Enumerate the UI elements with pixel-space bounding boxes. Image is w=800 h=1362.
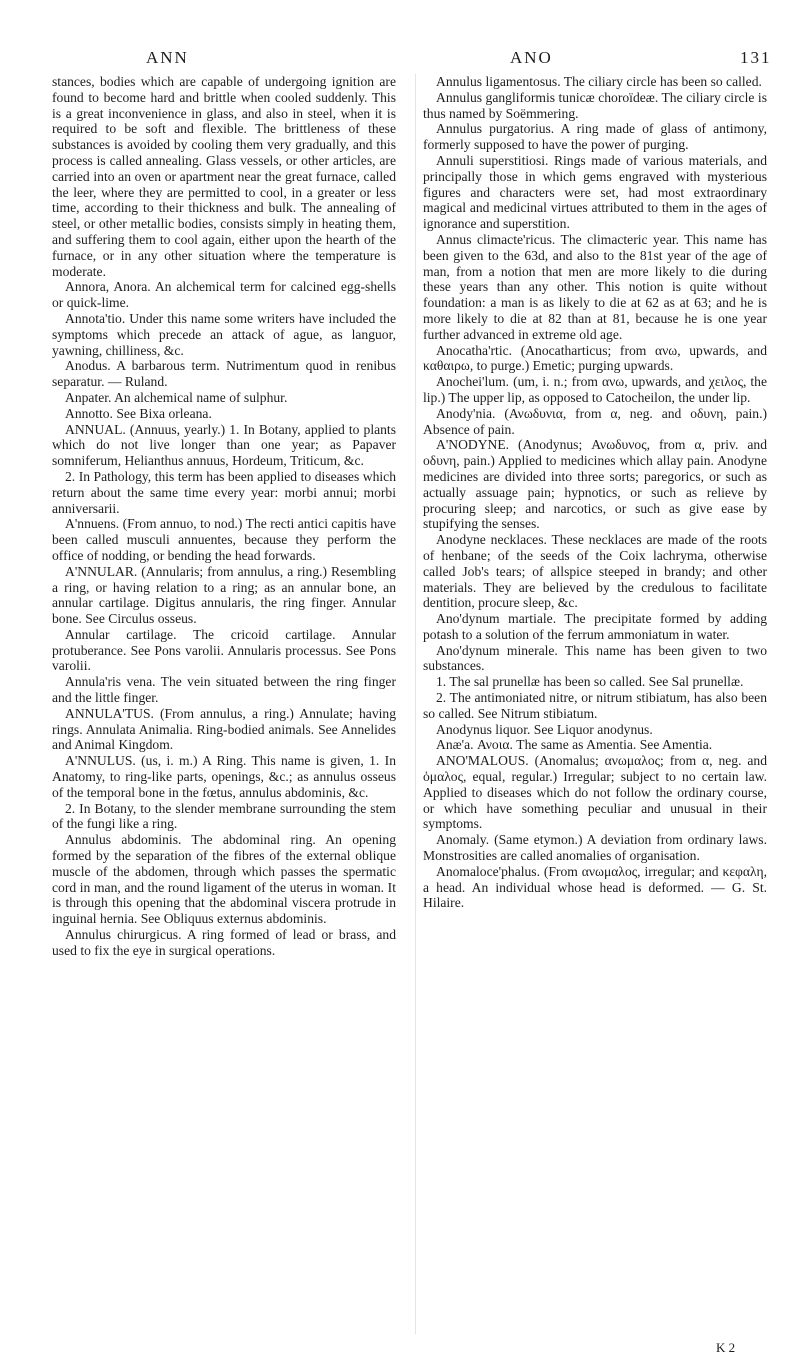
entry: Anpater. An alchemical name of sulphur. <box>65 389 288 405</box>
entry: Anomaly. (Same etymon.) A deviation from ordinary laws. Monstrosities are called anomalies of organisation. <box>423 832 767 864</box>
entry: ANO'MALOUS. (Anomalus; ανωμαλος; from α, neg. and ὁμαλος, equal, regular.) Irregular; subject to no certain law. Applied to diseases which do not follow the ordinary course, or which have something peculiar and unusual in their symptoms. <box>423 753 767 832</box>
entry: Annotto. See Bixa orleana. <box>65 405 212 421</box>
right-column <box>423 74 767 911</box>
entry: Anocatha'rtic. (Anocatharticus; from ανω, upwards, and καθαιρω, to purge.) Emetic; purging upwards. <box>423 342 767 374</box>
entry: Anody'nia. (Ανωδυνια, from α, neg. and οδυνη, pain.) Absence of pain. <box>423 405 767 437</box>
entry: Annula'ris vena. The vein situated between the ring finger and the little finger. <box>52 674 396 706</box>
entry: Annulus abdominis. The abdominal ring. An opening formed by the separation of the fibres of the external oblique muscle of the abdomen, through which passes the spermatic cord in man, and the round ligament of the uterus in woman. It is through this opening that the abdominal viscera protrude in inguinal hernia. See Obliquus externus abdominis. <box>52 832 396 927</box>
entry: 1. The sal prunellæ has been so called. See Sal prunellæ. <box>436 674 744 690</box>
running-head-right: ANO <box>510 48 553 67</box>
entry: Annota'tio. Under this name some writers have included the symptoms which precede an attack of ague, as languor, yawning, chilliness, &c. <box>52 310 396 358</box>
entry: ANNUAL. (Annuus, yearly.) 1. In Botany, applied to plants which do not live longer than one year; as Papaver somniferum, Helianthus annuus, Hordeum, Triticum, &c. <box>52 421 396 469</box>
entry: 2. In Botany, to the slender membrane surrounding the stem of the fungi like a ring. <box>52 800 396 832</box>
signature-mark: K 2 <box>716 1340 736 1355</box>
entry: Anodyne necklaces. These necklaces are made of the roots of henbane; of the seeds of the Coix lachryma, otherwise called Job's tears; of allspice steeped in brandy; and other materials. They are believed by the credulous to facilitate dentition, procure sleep, &c. <box>423 532 767 611</box>
entry: Annuli superstitiosi. Rings made of various materials, and principally those in which gems engraved with mysterious figures and characters were set, had most extraordinary magical and medicinal virtues attributed to them in the ages of ignorance and superstition. <box>423 152 767 232</box>
entry: Ano'dynum minerale. This name has been given to two substances. <box>423 642 767 674</box>
entry: Annular cartilage. The cricoid cartilage. Annular protuberance. See Pons varolii. Annularis processus. See Pons varolii. <box>52 626 396 674</box>
entry: 2. The antimoniated nitre, or nitrum stibiatum, has also been so called. See Nitrum stibiatum. <box>423 690 767 721</box>
entry: ANNULA'TUS. (From annulus, a ring.) Annulate; having rings. Annulata Animalia. Ring-bodied animals. See Annelides and Animal Kingdom. <box>52 705 396 753</box>
left-column <box>52 74 396 959</box>
entry: Annulus purgatorius. A ring made of glass of antimony, formerly supposed to have the power of purging. <box>423 121 767 153</box>
entry: Annora, Anora. An alchemical term for calcined egg-shells or quick-lime. <box>52 279 396 311</box>
entry: stances, bodies which are capable of undergoing ignition are found to become hard and brittle when cooled suddenly. This is a great inconvenience in glass, and also in steel, when it is required to be soft and flexible. The brittleness of these substances is avoided by cooling them very gradually, and this process is called annealing. Glass vessels, or other articles, are carried into an oven or apartment near the great furnace, called the leer, where they are permitted to cool, in a greater or less time, according to their thickness and bulk. The annealing of steel, or other metallic bodies, consists simply in heating them, and suffering them to cool again, either upon the hearth of the furnace, or in any other situation where the temperature is moderate. <box>52 74 396 279</box>
entry: A'NNULAR. (Annularis; from annulus, a ring.) Resembling a ring, or having relation to a ring; as an annular bone, an annular cartilage. Digitus annularis, the ring finger. Annular bone. See Circulus osseus. <box>52 563 396 627</box>
entry: Ano'dynum martiale. The precipitate formed by adding potash to a solution of the ferrum ammoniatum in water. <box>423 611 767 642</box>
entry: Annulus ligamentosus. The ciliary circle has been so called. <box>436 74 762 89</box>
entry: A'nnuens. (From annuo, to nod.) The recti antici capitis have been called musculi annuentes, because they perform the office of nodding, or bending the head forwards. <box>52 516 396 563</box>
entry: Annulus gangliformis tunicæ choroïdeæ. The ciliary circle is thus named by Soëmmering. <box>423 89 767 121</box>
entry: Annulus chirurgicus. A ring formed of lead or brass, and used to fix the eye in surgical operations. <box>52 927 396 958</box>
column-divider <box>415 74 416 1334</box>
entry: Anodynus liquor. See Liquor anodynus. <box>436 721 653 737</box>
entry: A'NNULUS. (us, i. m.) A Ring. This name is given, 1. In Anatomy, to ring-like parts, openings, &c.; as annulus osseus of the temporal bone in the fœtus, annulus abdominis, &c. <box>52 753 396 800</box>
running-head-left: ANN <box>146 48 189 67</box>
page-number: 131 <box>740 48 772 67</box>
entry: Anomaloce'phalus. (From ανωμαλος, irregular; and κεφαλη, a head. An individual whose head is deformed. — G. St. Hilaire. <box>423 863 767 911</box>
entry: Annus climacte'ricus. The climacteric year. This name has been given to the 63d, and also to the 81st year of the age of man, from a notion that men are more likely to die during these years than any other. This notion is quite without foundation: a man is as likely to die at 62 as at 63; and he is more likely to die at 82 than at 81, because he is one year further advanced in extreme old age. <box>423 231 767 342</box>
entry: Anochei'lum. (um, i. n.; from ανω, upwards, and χειλος, the lip.) The upper lip, as opposed to Catocheilon, the under lip. <box>423 374 767 405</box>
entry: Anæ'a. Ανοια. The same as Amentia. See Amentia. <box>436 737 713 753</box>
entry: Anodus. A barbarous term. Nutrimentum quod in renibus separatur. — Ruland. <box>52 358 396 390</box>
entry: 2. In Pathology, this term has been applied to diseases which return about the same time every year: morbi annui; morbi anniversarii. <box>52 468 396 516</box>
entry: A'NODYNE. (Anodynus; Ανωδυνος, from α, priv. and οδυνη, pain.) Applied to medicines which allay pain. Anodyne medicines are divided into three sorts; paregorics, or such as actually assuage pain; hypnotics, or such as relieve by procuring sleep; and narcotics, or such as give ease by stupifying the senses. <box>423 437 767 532</box>
